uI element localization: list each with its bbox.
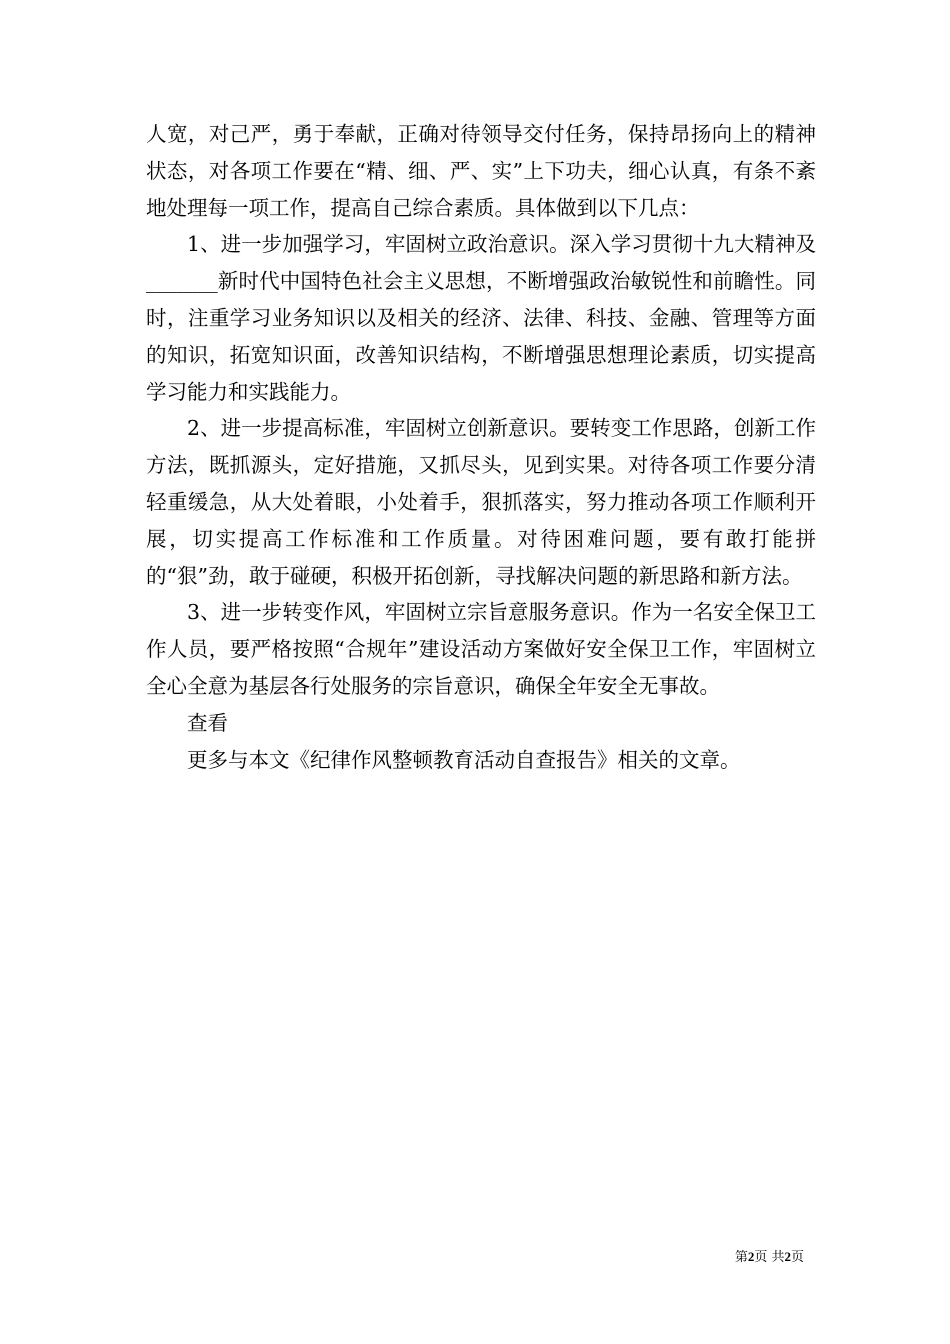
footer-suffix: 页 [790,1250,804,1265]
paragraph-point-2: 2、进一步提高标准，牢固树立创新意识。要转变工作思路，创新工作方法，既抓源头，定好措施，又抓尽头，见到实果。对待各项工作要分清轻重缓急，从大处着眼，小处着手，狠抓落实，努力推动各项工作顺利开展，切实提高工作标准和工作质量。对待困难问题，要有敢打能拼的“狠”劲，敢于碰硬，积极开拓创新，寻找解决问题的新思路和新方法。 [146,416,816,588]
footer-middle: 页 共 [754,1250,785,1265]
footer-prefix: 第 [734,1250,748,1265]
footer-current-page: 2 [747,1249,755,1264]
paragraph-intro: 人宽，对己严，勇于奉献，正确对待领导交付任务，保持昂扬向上的精神状态，对各项工作要在“精、细、严、实”上下功夫，细心认真，有条不紊地处理每一项工作，提高自己综合素质。具体做到以下几点： [146,122,816,220]
footer-total-pages: 2 [784,1249,791,1264]
document-body [146,116,816,778]
paragraph-point-1: 1、进一步加强学习，牢固树立政治意识。深入学习贯彻十九大精神及_______新时代中国特色社会主义思想，不断增强政治敏锐性和前瞻性。同时，注重学习业务知识以及相关的经济、法律、科技、金融、管理等方面的知识，拓宽知识面，改善知识结构，不断增强思想理论素质，切实提高学习能力和实践能力。 [146,232,816,404]
related-articles-text[interactable]: 更多与本文《纪律作风整顿教育活动自查报告》相关的文章。 [187,747,741,772]
paragraph-point-3: 3、进一步转变作风，牢固树立宗旨意服务意识。作为一名安全保卫工作人员，要严格按照“合规年”建设活动方案做好安全保卫工作，牢固树立全心全意为基层各行处服务的宗旨意识，确保全年安全无事故。 [146,600,816,698]
page-number-footer [735,1248,804,1267]
view-link-text[interactable]: 查看 [187,710,228,735]
